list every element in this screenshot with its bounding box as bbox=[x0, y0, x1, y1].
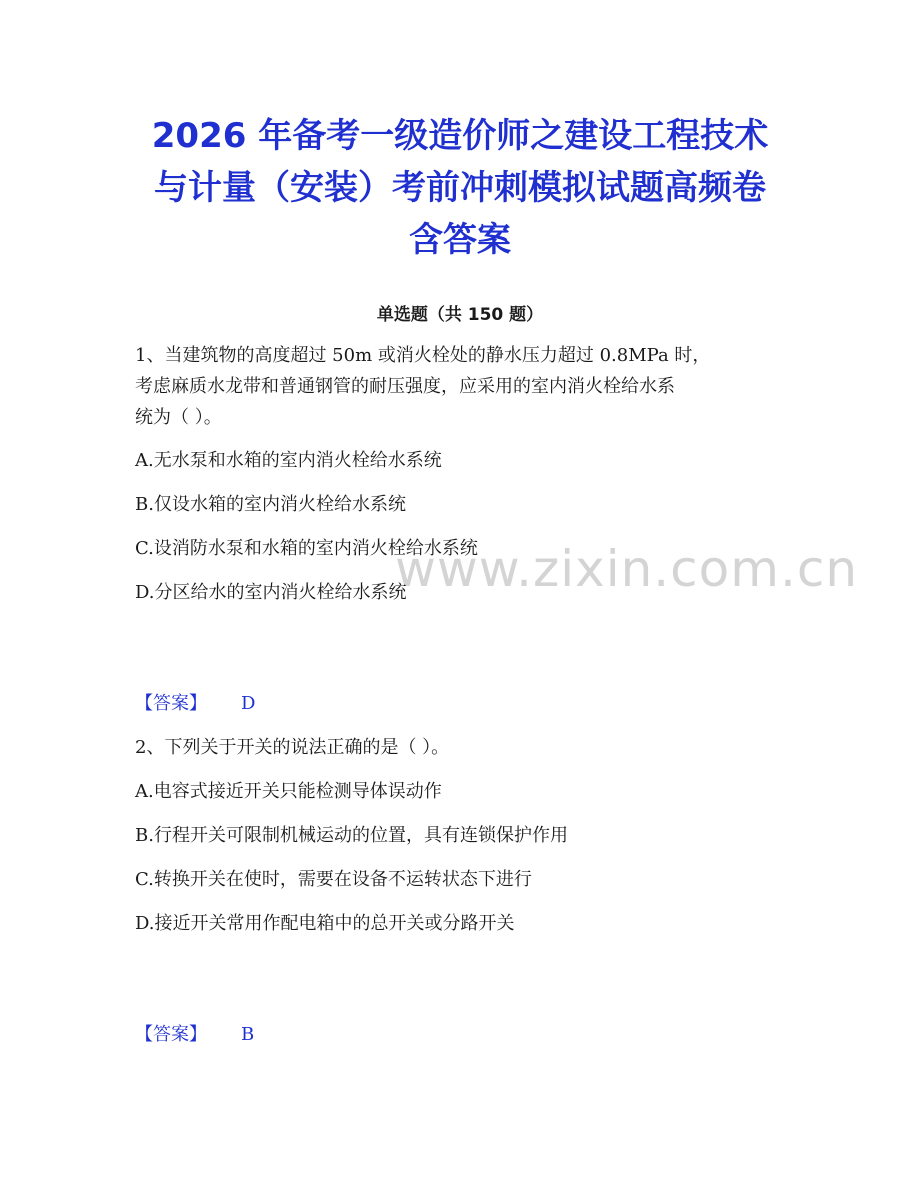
question-1-line-3: 统为（ ）。 bbox=[135, 407, 222, 428]
question-1-line-1: 1、当建筑物的高度超过 50m 或消火栓处的静水压力超过 0.8MPa 时， bbox=[135, 345, 711, 366]
document-title bbox=[0, 110, 920, 266]
question-2-answer bbox=[135, 1021, 254, 1049]
question-2-option-c: C.转换开关在使时，需要在设备不运转状态下进行 bbox=[135, 869, 532, 890]
question-1-line-2: 考虑麻质水龙带和普通钢管的耐压强度，应采用的室内消火栓给水系 bbox=[135, 376, 675, 397]
watermark: www.zixin.com.cn bbox=[395, 540, 859, 598]
question-2-option-a: A.电容式接近开关只能检测导体误动作 bbox=[135, 781, 442, 802]
question-2-option-d: D.接近开关常用作配电箱中的总开关或分路开关 bbox=[135, 913, 515, 934]
answer-value: D bbox=[241, 693, 256, 714]
question-1-option-d: D.分区给水的室内消火栓给水系统 bbox=[135, 582, 407, 603]
title-line-1: 2026 年备考一级造价师之建设工程技术 bbox=[151, 116, 769, 156]
answer-value: B bbox=[241, 1024, 255, 1045]
question-2-line-1: 2、下列关于开关的说法正确的是（ ）。 bbox=[135, 737, 450, 758]
question-1-answer bbox=[135, 690, 255, 718]
answer-label: 【答案】 bbox=[135, 1024, 207, 1045]
question-1-option-c: C.设消防水泵和水箱的室内消火栓给水系统 bbox=[135, 538, 478, 559]
answer-label: 【答案】 bbox=[135, 693, 207, 714]
question-1-option-b: B.仅设水箱的室内消火栓给水系统 bbox=[135, 494, 406, 515]
title-line-3: 含答案 bbox=[409, 220, 511, 260]
question-2-option-b: B.行程开关可限制机械运动的位置，具有连锁保护作用 bbox=[135, 825, 568, 846]
title-line-2: 与计量（安装）考前冲刺模拟试题高频卷 bbox=[154, 168, 766, 208]
question-1-option-a: A.无水泵和水箱的室内消火栓给水系统 bbox=[135, 450, 442, 471]
section-heading: 单选题（共 150 题） bbox=[376, 305, 544, 325]
